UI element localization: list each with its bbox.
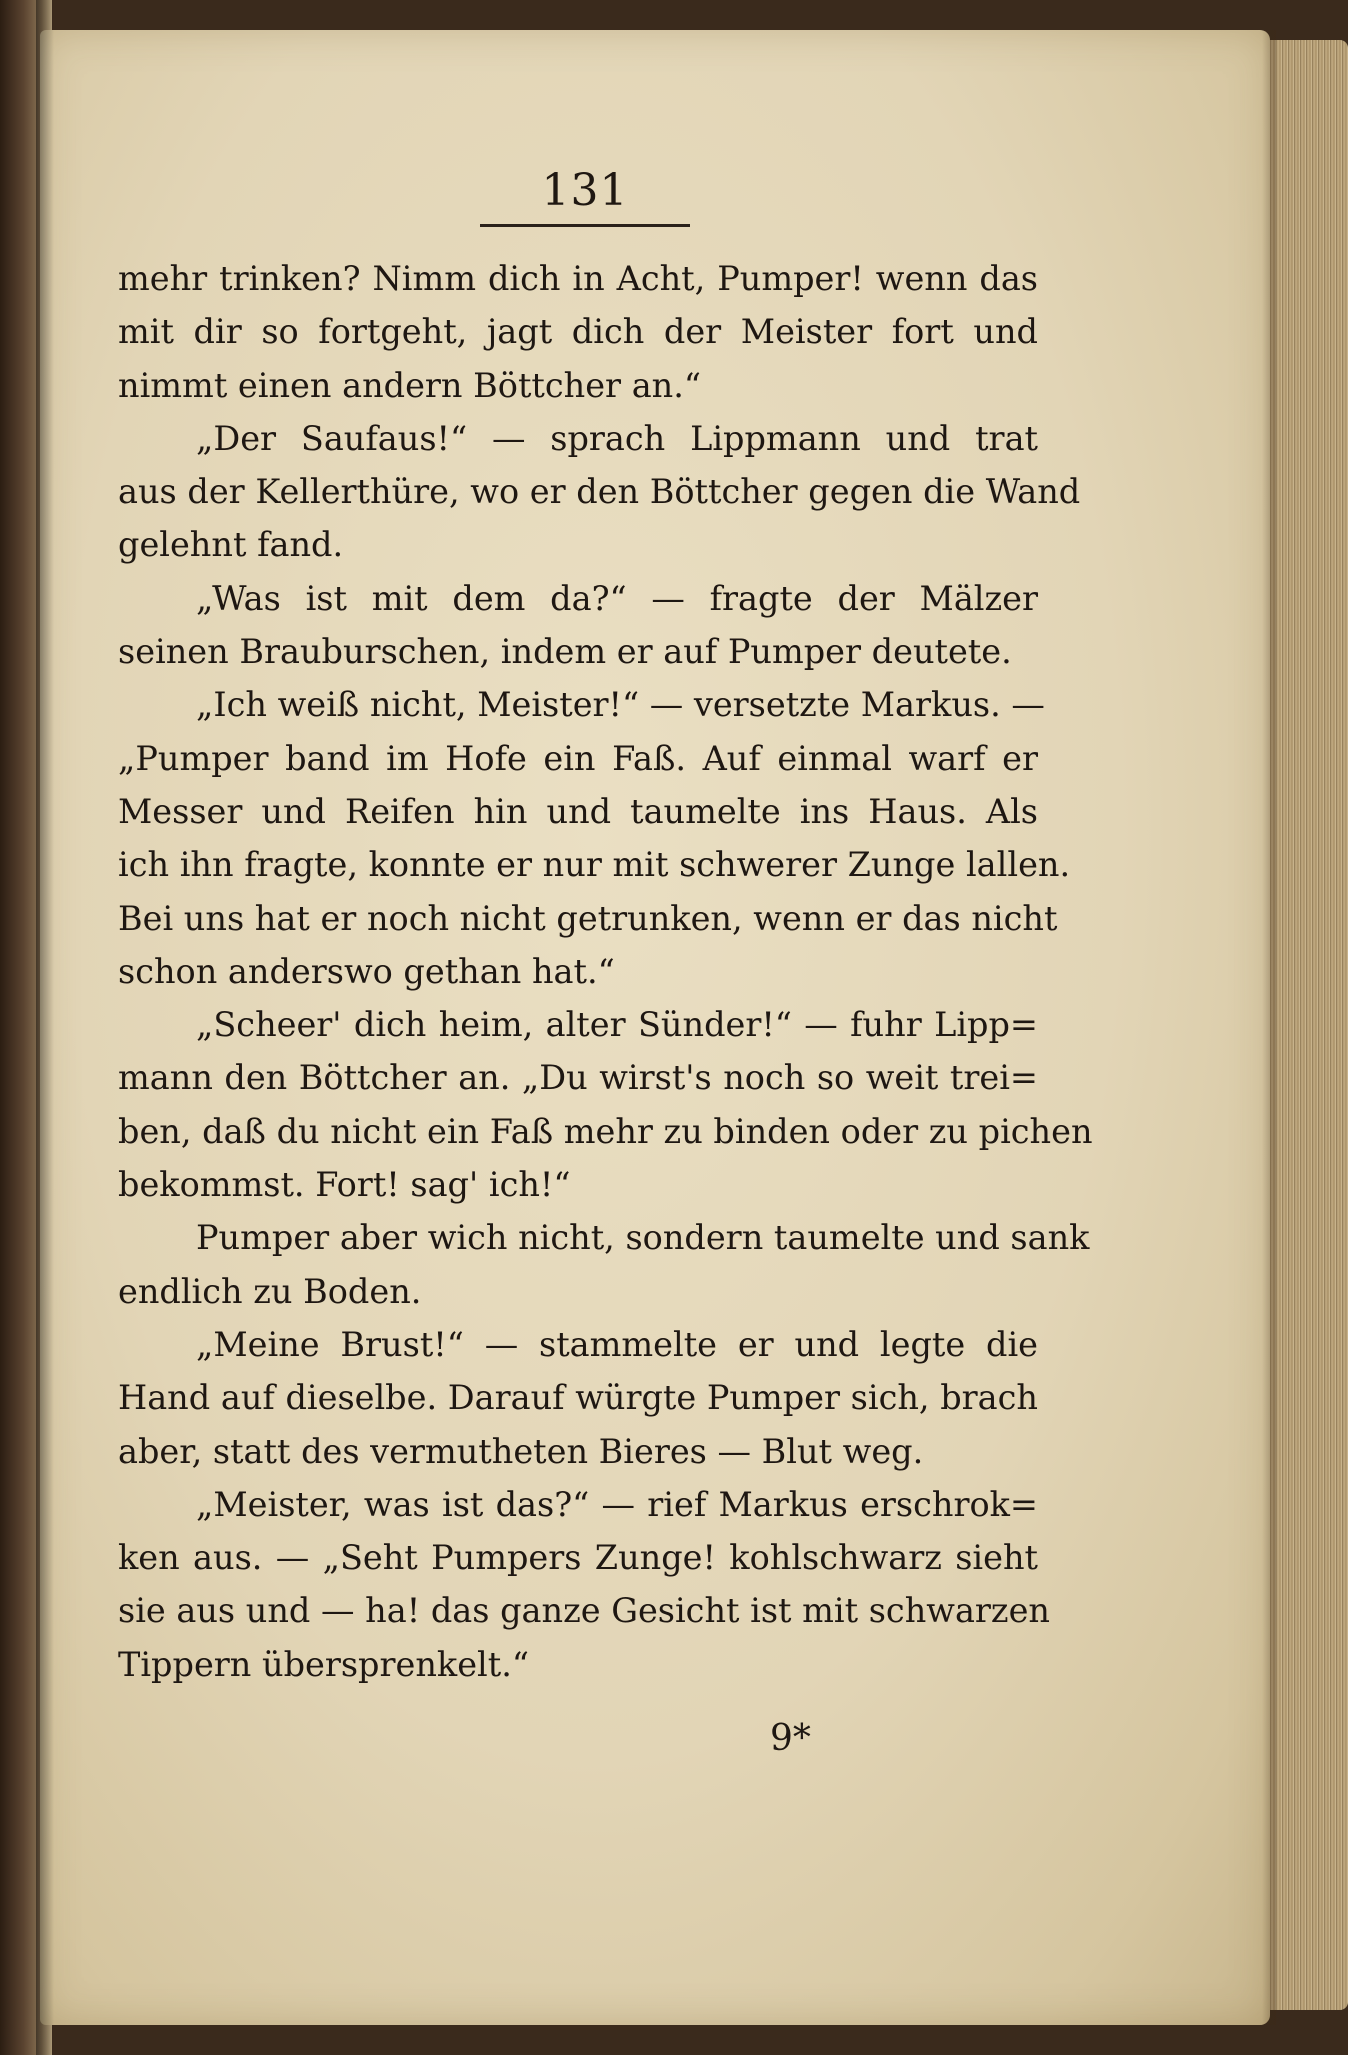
text-line: schon anderswo gethan hat.“: [118, 951, 615, 991]
text-line: „Pumper band im Hofe ein Faß. Auf einmal warf er: [118, 738, 1038, 778]
binding-gutter: [36, 0, 54, 2055]
text-line: aber, statt des vermutheten Bieres — Blut weg.: [118, 1431, 924, 1471]
text-line: nimmt einen andern Böttcher an.“: [118, 365, 702, 405]
body-text: [118, 252, 1093, 1691]
text-line: Tippern übersprenkelt.“: [118, 1644, 529, 1684]
text-line: „Ich weiß nicht, Meister!“ — versetzte Markus. —: [196, 685, 1045, 725]
page-edge-shadow: [1262, 30, 1276, 2025]
signature-mark: 9*: [770, 1718, 811, 1759]
text-line: mehr trinken? Nimm dich in Acht, Pumper! wenn das: [118, 259, 1038, 298]
text-line: ich ihn fragte, konnte er nur mit schwerer Zunge lallen.: [118, 845, 1071, 885]
text-line: endlich zu Boden.: [118, 1271, 422, 1311]
text-line: ken aus. — „Seht Pumpers Zunge! kohlschwarz sieht: [118, 1538, 1038, 1578]
text-line: Hand auf dieselbe. Darauf würgte Pumper sich, brach: [118, 1378, 1038, 1418]
text-line: „Was ist mit dem da?“ — fragte der Mälzer: [196, 578, 1038, 618]
text-line: gelehnt fand.: [118, 525, 344, 565]
text-line: ben, daß du nicht ein Faß mehr zu binden oder zu pichen: [118, 1111, 1093, 1151]
text-line: „Meister, was ist das?“ — rief Markus erschrok=: [196, 1484, 1038, 1524]
text-line: Messer und Reifen hin und taumelte ins Haus. Als: [118, 791, 1038, 831]
text-line: mann den Böttcher an. „Du wirst's noch so weit trei=: [118, 1058, 1038, 1098]
text-line: aus der Kellerthüre, wo er den Böttcher gegen die Wand: [118, 472, 1081, 512]
page-number: 131: [541, 165, 629, 216]
text-line: seinen Brauburschen, indem er auf Pumper deutete.: [118, 632, 1012, 672]
page-header: [480, 165, 690, 227]
text-line: mit dir so fortgeht, jagt dich der Meister fort und: [118, 312, 1038, 352]
text-line: sie aus und — ha! das ganze Gesicht ist mit schwarzen: [118, 1591, 1050, 1631]
header-rule: [480, 224, 690, 227]
text-line: bekommst. Fort! sag' ich!“: [118, 1165, 571, 1205]
text-line: „Der Saufaus!“ — sprach Lippmann und trat: [196, 418, 1038, 458]
text-line: Bei uns hat er noch nicht getrunken, wenn er das nicht: [118, 898, 1058, 938]
text-line: Pumper aber wich nicht, sondern taumelte und sank: [196, 1218, 1090, 1258]
page-stack-edge: [1270, 40, 1348, 2010]
text-line: „Meine Brust!“ — stammelte er und legte die: [196, 1324, 1038, 1364]
text-line: „Scheer' dich heim, alter Sünder!“ — fuhr Lipp=: [196, 1005, 1038, 1045]
